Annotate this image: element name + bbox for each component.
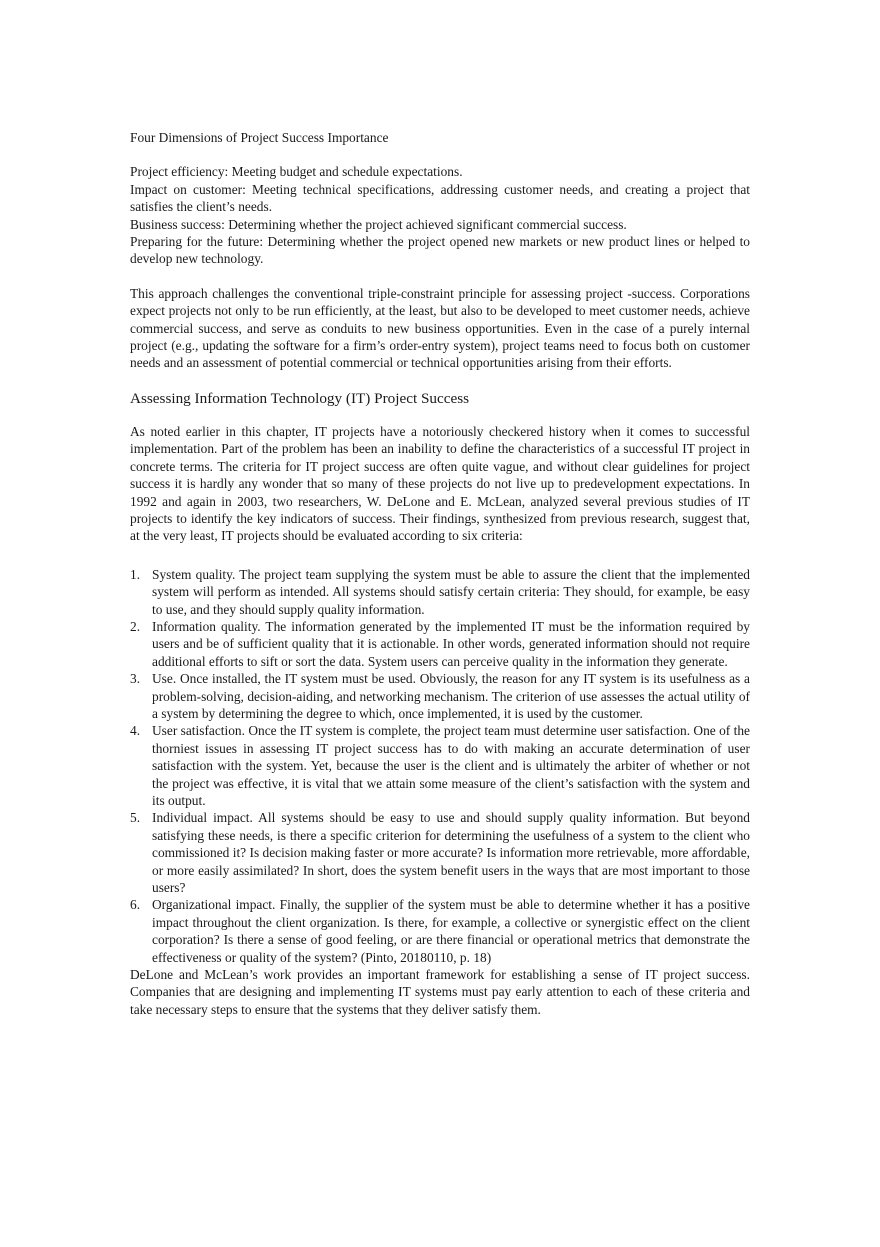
criteria-text: Organizational impact. Finally, the supplier of the system must be able to determine whether it has a positive impact throughout the client organization. Is there, for example, a collective or synergistic effect on the client corporation? Is there a sense of good feeling, or are there financial or operational metrics that demonstrate the effectiveness or quality of the system? (Pinto, 20180110, p. 18) [152, 897, 750, 965]
dimension-item: Preparing for the future: Determining whether the project opened new markets or new product lines or helped to develop new technology. [130, 234, 750, 267]
subsection-heading: Assessing Information Technology (IT) Project Success [130, 389, 470, 407]
dimension-item: Project efficiency: Meeting budget and schedule expectations. [130, 164, 463, 180]
criteria-text: User satisfaction. Once the IT system is complete, the project team must determine user satisfaction. One of the thorniest issues in assessing IT project success has to do with making an accurate determination of user satisfaction with the system. Yet, because the user is the client and is ultimately the arbiter of whether or not the project was effective, it is vital that we attain some measure of the client’s satisfaction with the system and its output. [152, 723, 750, 808]
criteria-text: Individual impact. All systems should be easy to use and should supply quality information. But beyond satisfying these needs, is there a specific criterion for determining the usefulness of a system to the client who commissioned it? Is decision making faster or more accurate? Is information more retrievable, more affordable, or more easily assimilated? In short, does the system benefit users in the ways that are most important to those users? [152, 810, 750, 896]
body-paragraph: As noted earlier in this chapter, IT projects have a notoriously checkered history when it comes to successful implementation. Part of the problem has been an inability to define the characteristics of a successful IT project in concrete terms. The criteria for IT project success are often quite vague, and without clear guidelines for project success it is hardly any wonder that so many of these projects do not live up to predevelopment expectations. In 1992 and again in 2003, two researchers, W. DeLone and E. McLean, analyzed several previous studies of IT projects to identify the key indicators of success. Their findings, synthesized from previous research, suggest that, at the very least, IT projects should be evaluated according to six criteria: [130, 423, 750, 544]
body-paragraph: DeLone and McLean’s work provides an important framework for establishing a sense of IT project success. Companies that are designing and implementing IT systems must pay early attention to each of these criteria and take necessary steps to ensure that the systems that they deliver satisfy them. [130, 967, 750, 1017]
document-page [130, 129, 750, 1018]
criteria-text: Use. Once installed, the IT system must be used. Obviously, the reason for any IT system is its usefulness as a problem-solving, decision-aiding, and networking mechanism. The criterion of use assesses the actual utility of a system by determining the degree to which, once implemented, it is used by the customer. [152, 671, 750, 721]
dimension-item: Business success: Determining whether the project achieved significant commercial success. [130, 216, 627, 232]
criteria-item [130, 566, 750, 618]
criteria-item [130, 722, 750, 809]
criteria-item [130, 809, 750, 896]
dimension-item: Impact on customer: Meeting technical specifications, addressing customer needs, and creating a project that satisfies the client’s needs. [130, 181, 750, 215]
criteria-number: 2. [130, 618, 141, 634]
criteria-text: Information quality. The information generated by the implemented IT must be the information required by users and be of sufficient quality that it is actionable. In other words, generated information should not require additional efforts to sift or sort the data. System users can perceive quality in the information they generate. [152, 618, 750, 669]
criteria-number: 4. [130, 723, 141, 739]
criteria-item [130, 896, 750, 966]
criteria-text: System quality. The project team supplying the system must be able to assure the client that the implemented system will perform as intended. All systems should satisfy certain criteria: They should, for example, be easy to use, and they should supply quality information. [152, 566, 750, 617]
criteria-number: 3. [130, 671, 141, 687]
criteria-item [130, 670, 750, 722]
section-title: Four Dimensions of Project Success Importance [130, 130, 389, 145]
criteria-number: 5. [130, 810, 141, 826]
criteria-number: 1. [130, 566, 141, 582]
criteria-number: 6. [130, 897, 141, 913]
dimensions-list [130, 163, 750, 267]
criteria-item [130, 618, 750, 670]
criteria-list [130, 566, 750, 966]
body-paragraph: This approach challenges the conventional triple-constraint principle for assessing project -success. Corporations expect projects not only to be run efficiently, at the least, but also to be developed to meet customer needs, achieve commercial success, and serve as conduits to new business opportunities. Even in the case of a purely internal project (e.g., updating the software for a firm’s order-entry system), project teams need to focus both on customer needs and an assessment of potential commercial or technical opportunities arising from their efforts. [130, 285, 750, 371]
